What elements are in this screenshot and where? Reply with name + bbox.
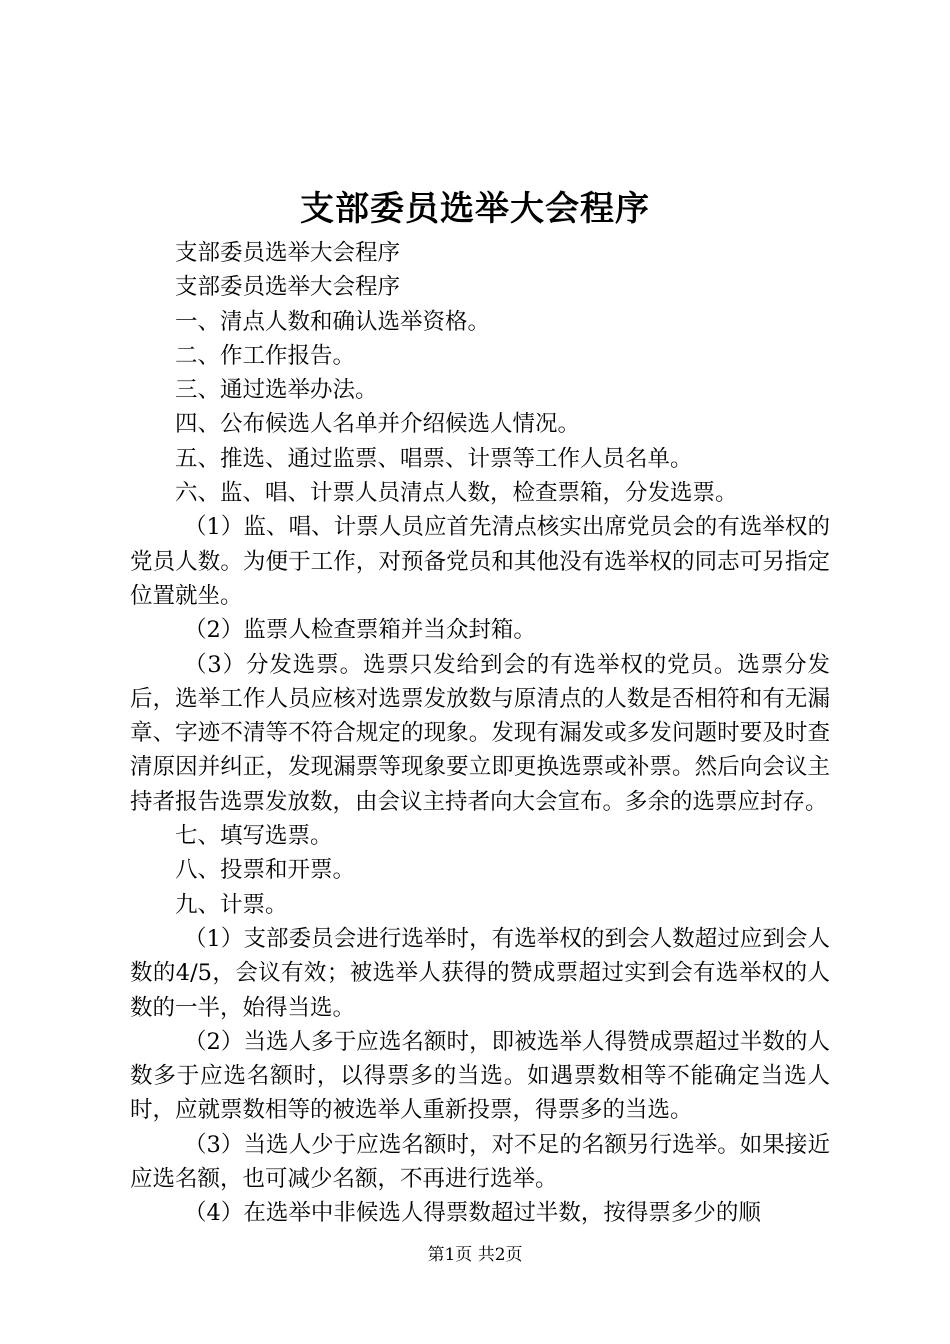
- document-title: 支部委员选举大会程序: [300, 189, 650, 229]
- paragraph: 一、清点人数和确认选举资格。: [175, 308, 491, 335]
- paragraph: （2）当选人多于应选名额时，即被选举人得赞成票超过半数的人数多于应选名额时，以得票多的当选。如遇票数相等不能确定当选人时，应就票数相等的被选举人重新投票，得票多的当选。: [130, 1028, 830, 1124]
- paragraph: 四、公布候选人名单并介绍候选人情况。: [175, 411, 581, 438]
- paragraph: （1）支部委员会进行选举时，有选举权的到会人数超过应到会人数的4/5，会议有效；被选举人获得的赞成票超过实到会有选举权的人数的一半，始得当选。: [130, 925, 830, 1021]
- paragraph: 支部委员选举大会程序: [175, 240, 401, 266]
- paragraph: 五、推选、通过监票、唱票、计票等工作人员名单。: [175, 445, 693, 472]
- paragraph: 三、通过选举办法。: [175, 377, 378, 404]
- paragraph: （3）分发选票。选票只发给到会的有选举权的党员。选票分发后，选举工作人员应核对选票发放数与原清点的人数是否相符和有无漏章、字迹不清等不符合规定的现象。发现有漏发或多发问题时要及时查清原因并纠正，发现漏票等现象要立即更换选票或补票。然后向会议主持者报告选票发放数，由会议主持者向大会宣布。多余的选票应封存。: [130, 651, 830, 815]
- paragraph: 二、作工作报告。: [175, 342, 356, 369]
- paragraph: （3）当选人少于应选名额时，对不足的名额另行选举。如果接近应选名额，也可减少名额，不再进行选举。: [130, 1131, 830, 1193]
- paragraph: 支部委员选举大会程序: [175, 274, 401, 301]
- paragraph: （1）监、唱、计票人员应首先清点核实出席党员会的有选举权的党员人数。为便于工作，对预备党员和其他没有选举权的同志可另指定位置就坐。: [130, 514, 830, 609]
- paragraph: （4）在选举中非候选人得票数超过半数，按得票多少的顺: [184, 1200, 761, 1227]
- paragraph: 七、填写选票。: [175, 823, 333, 850]
- paragraph: （2）监票人检查票箱并当众封箱。: [184, 617, 536, 644]
- document-body: [130, 236, 830, 1231]
- paragraph: 九、计票。: [175, 891, 288, 918]
- page-footer: 第1页 共2页: [427, 1245, 523, 1265]
- paragraph: 八、投票和开票。: [175, 857, 356, 884]
- paragraph: 六、监、唱、计票人员清点人数，检查票箱，分发选票。: [175, 480, 738, 507]
